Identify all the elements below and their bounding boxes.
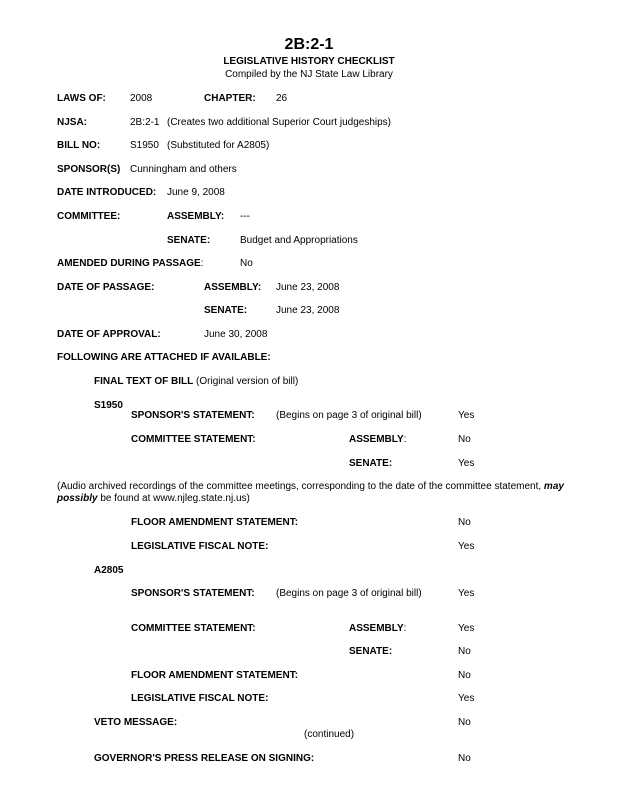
press-release-label: GOVERNOR'S PRESS RELEASE ON SIGNING: (94, 753, 315, 764)
a2805-sponsor-statement-value: Yes (458, 588, 475, 599)
a2805-fiscal-note-label: LEGISLATIVE FISCAL NOTE: (131, 693, 269, 704)
a2805-sponsor-statement-label: SPONSOR'S STATEMENT: (131, 588, 255, 599)
laws-of-value: 2008 (130, 93, 153, 104)
s1950-sponsor-statement-note: (Begins on page 3 of original bill) (276, 410, 422, 421)
s1950-sponsor-statement-label: SPONSOR'S STATEMENT: (131, 410, 255, 421)
veto-label: VETO MESSAGE: (94, 717, 178, 728)
passage-assembly-label: ASSEMBLY: (204, 282, 262, 293)
a2805-assembly-colon: : (403, 623, 407, 634)
s1950-heading: S1950 (94, 400, 123, 411)
a2805-sponsor-statement-note: (Begins on page 3 of original bill) (276, 588, 422, 599)
continued-note: (continued) (304, 729, 355, 740)
chapter-value: 26 (276, 93, 288, 104)
date-of-approval-value: June 30, 2008 (204, 329, 268, 340)
committee-senate-label: SENATE: (167, 235, 211, 246)
bill-no-note: (Substituted for A2805) (167, 140, 270, 151)
document-title: LEGISLATIVE HISTORY CHECKLIST (223, 56, 395, 67)
final-text-note: (Original version of bill) (196, 376, 299, 387)
s1950-assembly-value: No (458, 434, 471, 445)
a2805-senate-value: No (458, 646, 471, 657)
amended-value: No (240, 258, 253, 269)
final-text-label: FINAL TEXT OF BILL (94, 376, 194, 387)
a2805-assembly-label: ASSEMBLY (349, 623, 404, 634)
page-title: 2B:2-1 (284, 36, 334, 53)
amended-colon: : (200, 258, 204, 269)
audio-note-emphasis: may possibly (57, 481, 564, 504)
a2805-heading: A2805 (94, 565, 124, 576)
committee-senate-value: Budget and Appropriations (240, 235, 358, 246)
chapter-label: CHAPTER: (204, 93, 256, 104)
passage-assembly-value: June 23, 2008 (276, 282, 340, 293)
a2805-floor-amendment-label: FLOOR AMENDMENT STATEMENT: (131, 670, 299, 681)
amended-label-text: AMENDED DURING PASSAGE (57, 258, 201, 269)
bill-no-value: S1950 (130, 140, 159, 151)
sponsors-value: Cunningham and others (130, 164, 237, 175)
date-of-passage-label: DATE OF PASSAGE: (57, 282, 155, 293)
a2805-floor-amendment-value: No (458, 670, 471, 681)
date-of-approval-label: DATE OF APPROVAL: (57, 329, 161, 340)
final-text-line (94, 376, 298, 387)
amended-label (57, 258, 204, 269)
s1950-assembly-colon: : (403, 434, 407, 445)
s1950-assembly-label: ASSEMBLY (349, 434, 404, 445)
committee-assembly-label: ASSEMBLY: (167, 211, 225, 222)
veto-value: No (458, 717, 471, 728)
a2805-assembly (349, 623, 406, 634)
s1950-assembly (349, 434, 406, 445)
njsa-value: 2B:2-1 (130, 117, 160, 128)
s1950-floor-amendment-label: FLOOR AMENDMENT STATEMENT: (131, 517, 299, 528)
passage-senate-value: June 23, 2008 (276, 305, 340, 316)
a2805-assembly-value: Yes (458, 623, 475, 634)
a2805-fiscal-note-value: Yes (458, 693, 475, 704)
bill-no-label: BILL NO: (57, 140, 101, 151)
audio-note-prefix: (Audio archived recordings of the committee meetings, corresponding to the date of the committee statement, (57, 481, 544, 492)
passage-senate-label: SENATE: (204, 305, 248, 316)
compiled-by: Compiled by the NJ State Law Library (225, 69, 393, 80)
laws-of-label: LAWS OF: (57, 93, 106, 104)
date-introduced-value: June 9, 2008 (167, 187, 225, 198)
s1950-fiscal-note-label: LEGISLATIVE FISCAL NOTE: (131, 541, 269, 552)
s1950-committee-statement-label: COMMITTEE STATEMENT: (131, 434, 256, 445)
date-introduced-label: DATE INTRODUCED: (57, 187, 157, 198)
a2805-senate-label: SENATE: (349, 646, 393, 657)
s1950-senate-label: SENATE: (349, 458, 393, 469)
a2805-committee-statement-label: COMMITTEE STATEMENT: (131, 623, 256, 634)
s1950-floor-amendment-value: No (458, 517, 471, 528)
attached-heading: FOLLOWING ARE ATTACHED IF AVAILABLE: (57, 352, 271, 363)
s1950-senate-value: Yes (458, 458, 475, 469)
njsa-label: NJSA: (57, 117, 88, 128)
njsa-note: (Creates two additional Superior Court judgeships) (167, 117, 392, 128)
audio-note (57, 481, 602, 505)
committee-assembly-value: --- (240, 211, 250, 222)
sponsors-label: SPONSOR(S) (57, 164, 121, 175)
s1950-sponsor-statement-value: Yes (458, 410, 475, 421)
press-release-value: No (458, 753, 471, 764)
s1950-fiscal-note-value: Yes (458, 541, 475, 552)
audio-note-suffix: be found at www.njleg.state.nj.us) (97, 493, 250, 504)
committee-label: COMMITTEE: (57, 211, 121, 222)
